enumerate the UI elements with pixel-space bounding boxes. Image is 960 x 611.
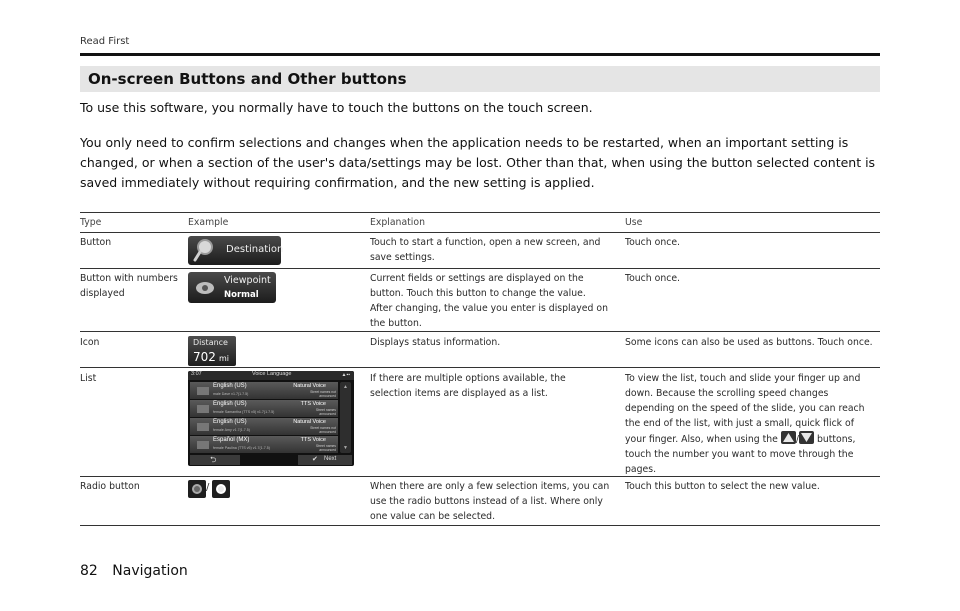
row-use-text-before: To view the list, touch and slide your finger up and down. Because the scrolling speed changes depending on the speed of the slide, you can reach the end of the list, with just a small, quick flick of your finger. Also, when using the: [625, 373, 865, 445]
search-icon: [191, 236, 219, 264]
list-item-note: Street names not announced: [310, 426, 336, 434]
list-item-name: English (US): [213, 383, 247, 389]
destination-button-example: [188, 236, 284, 265]
distance-icon-example: [188, 336, 236, 366]
table-top-rule: [80, 212, 880, 213]
row-rule: [80, 268, 880, 269]
signal-icon: ▲▪▪: [341, 372, 350, 378]
page-up-button-icon: [781, 431, 796, 444]
distance-icon-label: Distance: [193, 338, 228, 347]
distance-icon-value: 702: [193, 350, 216, 364]
column-header-explanation: Explanation: [370, 217, 425, 228]
table-bottom-rule: [80, 525, 880, 526]
list-item-name: Español (MX): [213, 437, 250, 443]
intro-paragraph-1: To use this software, you normally have to touch the buttons on the touch screen.: [80, 100, 593, 115]
radio-off-icon: [188, 480, 206, 498]
row-explanation: Displays status information.: [370, 337, 501, 348]
row-type: Button: [80, 237, 112, 248]
list-item[interactable]: [190, 436, 338, 453]
row-explanation: When there are only a few selection items, you can use the radio buttons instead of a list. Where only one value can be selected.: [370, 481, 610, 522]
radio-separator: /: [206, 482, 210, 493]
page-footer: [80, 563, 188, 579]
page-down-button-icon: [799, 431, 814, 444]
list-item-sub: female Paulina (TTS v5) v1.7(1.7.5): [213, 446, 270, 450]
intro-paragraph-2: You only need to confirm selections and changes when the application needs to be restarted, when an important setting is changed, or when a section of the user's data/settings may be lost. Other than that, when using the button selected content is saved immediately without requiring confirmation, and the new setting is applied.: [80, 135, 876, 190]
row-type: Button with numbers displayed: [80, 273, 178, 299]
radio-button-examples: [188, 480, 230, 498]
column-header-use: Use: [625, 217, 643, 228]
eye-icon: [194, 278, 216, 298]
row-explanation: Current fields or settings are displayed on the button. Touch this button to change the value. After changing, the value you enter is displayed on the button.: [370, 273, 608, 329]
flag-icon: [197, 387, 209, 395]
section-title: On-screen Buttons and Other buttons: [88, 70, 407, 88]
radio-on-icon: [212, 480, 230, 498]
list-item-sub: female Samantha (TTS v5) v1.7(1.7.5): [213, 410, 275, 414]
list-screen-title: Voice Language: [252, 371, 292, 377]
list-item-kind: TTS Voice: [300, 401, 326, 407]
list-item-name: English (US): [213, 401, 247, 407]
row-rule: [80, 331, 880, 332]
back-arrow-icon: ⮌: [210, 455, 217, 464]
column-header-example: Example: [188, 217, 229, 228]
list-item[interactable]: [190, 382, 338, 399]
list-scrollbar[interactable]: [340, 382, 351, 453]
flag-icon: [197, 441, 209, 449]
next-button-label: Next: [324, 456, 337, 462]
flag-icon: [197, 405, 209, 413]
list-item[interactable]: [190, 418, 338, 435]
viewpoint-button-label: Viewpoint: [224, 275, 271, 286]
row-explanation: Touch to start a function, open a new screen, and save settings.: [370, 237, 601, 263]
row-explanation: If there are multiple options available, the selection items are displayed as a list.: [370, 373, 566, 399]
list-item-kind: Natural Voice: [293, 419, 326, 425]
list-item-kind: TTS Voice: [300, 437, 326, 443]
list-item-note: Street names not announced: [310, 390, 336, 398]
header-rule: [80, 53, 880, 56]
row-type: List: [80, 373, 97, 384]
flag-icon: [197, 423, 209, 431]
column-header-type: Type: [80, 217, 102, 228]
row-use-text-after: buttons, touch the number you want to move through the pages.: [625, 434, 856, 475]
destination-button-label: Destination: [226, 244, 284, 255]
header-label: Read First: [80, 36, 130, 47]
table-header-rule: [80, 232, 880, 233]
check-icon: ✔: [312, 456, 318, 463]
footer-section: Navigation: [112, 563, 188, 579]
distance-icon-unit: mi: [219, 354, 230, 363]
list-item-note: Street names announced: [315, 408, 336, 416]
row-type: Icon: [80, 337, 100, 348]
row-use: Touch once.: [625, 237, 681, 248]
list-status-bar: [188, 371, 354, 380]
row-use: Touch this button to select the new value.: [625, 481, 820, 492]
viewpoint-button-example: [188, 272, 276, 303]
section-title-bar: [80, 66, 880, 92]
row-type: Radio button: [80, 481, 140, 492]
back-button[interactable]: [190, 455, 240, 465]
list-screen-example: [188, 371, 354, 466]
row-use: Touch once.: [625, 273, 681, 284]
row-use: To view the list, touch and slide your finger up and down. Because the scrolling speed changes depending on the speed of the slide, you can reach the end of the list, with just a small, quick flick of your finger. Also, when using the / buttons, touch the number you want to move through the pages.: [625, 373, 865, 475]
list-item-sub: female Amy v1.7(1.7.5): [213, 428, 250, 432]
scroll-up-icon[interactable]: ▲: [343, 384, 348, 390]
list-item-name: English (US): [213, 419, 247, 425]
row-rule: [80, 367, 880, 368]
list-item-note: Street names announced: [315, 444, 336, 452]
page-number: 82: [80, 563, 98, 579]
next-button[interactable]: [298, 455, 352, 465]
list-clock: 3:07: [191, 371, 202, 377]
list-item-kind: Natural Voice: [293, 383, 326, 389]
list-item-sub: male Dave v1.7(1.7.5): [213, 392, 249, 396]
scroll-down-icon[interactable]: ▼: [343, 445, 348, 451]
viewpoint-button-value: Normal: [224, 290, 259, 300]
list-item[interactable]: [190, 400, 338, 417]
row-use: Some icons can also be used as buttons. Touch once.: [625, 337, 873, 348]
